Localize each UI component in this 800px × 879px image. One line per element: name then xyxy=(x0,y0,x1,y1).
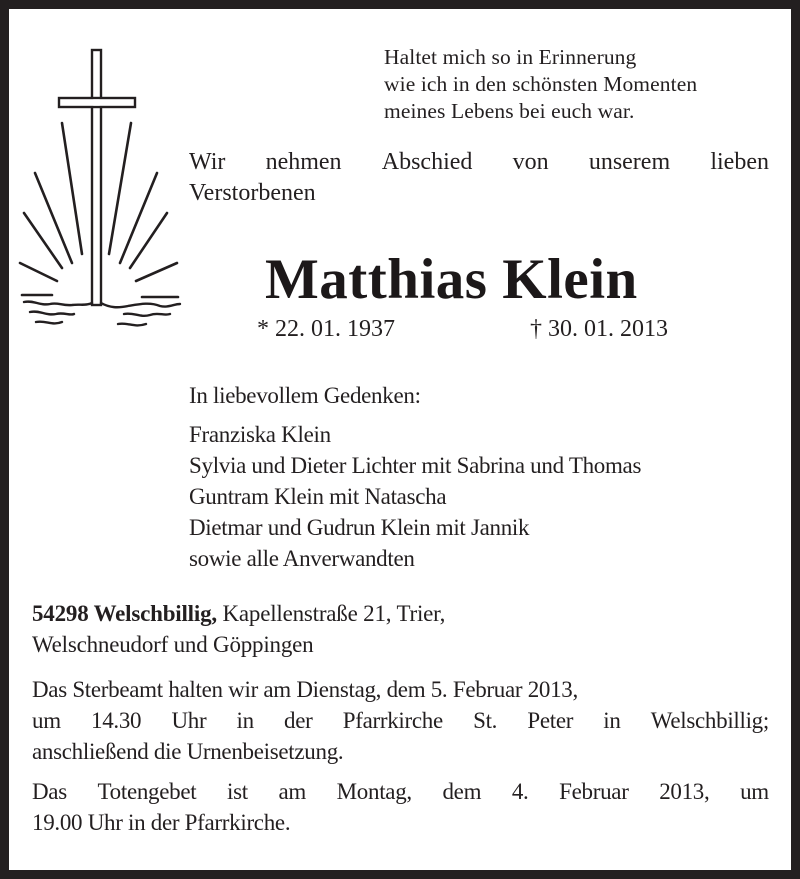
death-date: † 30. 01. 2013 xyxy=(530,316,668,342)
cross-with-rays-and-waves-icon xyxy=(10,40,190,340)
funeral-line-1: Das Sterbeamt halten wir am Dienstag, dem 5. Februar 2013, xyxy=(32,677,578,702)
word: Peter xyxy=(527,708,574,733)
intro-line-2: Verstorbenen xyxy=(189,180,316,206)
word: Das xyxy=(32,779,67,804)
word: Februar xyxy=(559,779,629,804)
word: in xyxy=(603,708,621,733)
intro-word: von xyxy=(512,149,549,175)
prayer-service-info xyxy=(32,776,769,838)
birth-date: * 22. 01. 1937 xyxy=(257,316,395,342)
word: Uhr xyxy=(171,708,207,733)
mourner-name: Guntram Klein mit Natascha xyxy=(189,484,447,509)
funeral-line-3: anschließend die Urnenbeisetzung. xyxy=(32,739,344,764)
mourner-name: sowie alle Anverwandten xyxy=(189,546,415,571)
family-address xyxy=(32,598,445,660)
funeral-line-2 xyxy=(32,705,769,736)
address-street: Kapellenstraße 21, Trier, xyxy=(216,601,446,626)
intro-word: Abschied xyxy=(381,149,473,175)
word: ist xyxy=(227,779,248,804)
word: am xyxy=(278,779,306,804)
deceased-name: Matthias Klein xyxy=(265,248,638,311)
word: Totengebet xyxy=(97,779,197,804)
funeral-service-info xyxy=(32,674,769,767)
farewell-intro xyxy=(189,147,769,209)
mourners-heading: In liebevollem Gedenken: xyxy=(189,383,421,408)
intro-word: nehmen xyxy=(265,149,342,175)
intro-word: Wir xyxy=(189,149,226,175)
memorial-verse xyxy=(384,44,697,125)
verse-line: Haltet mich so in Erinnerung xyxy=(384,45,637,69)
mourners-list xyxy=(189,380,641,574)
mourner-name: Franziska Klein xyxy=(189,422,331,447)
word: Pfarrkirche xyxy=(342,708,443,733)
word: 14.30 xyxy=(91,708,142,733)
verse-line: wie ich in den schönsten Momenten xyxy=(384,72,698,96)
address-line-1 xyxy=(32,598,445,629)
mourner-name: Dietmar und Gudrun Klein mit Jannik xyxy=(189,515,530,540)
word: um xyxy=(740,779,769,804)
verse-line: meines Lebens bei euch war. xyxy=(384,99,635,123)
address-town: 54298 Welschbillig, xyxy=(32,601,217,626)
word: Montag, xyxy=(336,779,412,804)
word: 2013, xyxy=(659,779,710,804)
intro-line-1 xyxy=(189,147,769,178)
word: um xyxy=(32,708,61,733)
word: in xyxy=(236,708,254,733)
address-line-2: Welschneudorf und Göppingen xyxy=(32,632,314,657)
prayer-line-1 xyxy=(32,776,769,807)
intro-word: lieben xyxy=(710,149,769,175)
mourner-name: Sylvia und Dieter Lichter mit Sabrina und Thomas xyxy=(189,453,642,478)
prayer-line-2: 19.00 Uhr in der Pfarrkirche. xyxy=(32,810,291,835)
word: St. xyxy=(473,708,498,733)
word: 4. xyxy=(511,779,529,804)
word: Welschbillig; xyxy=(650,708,769,733)
intro-word: unserem xyxy=(588,149,671,175)
word: dem xyxy=(442,779,482,804)
word: der xyxy=(284,708,313,733)
